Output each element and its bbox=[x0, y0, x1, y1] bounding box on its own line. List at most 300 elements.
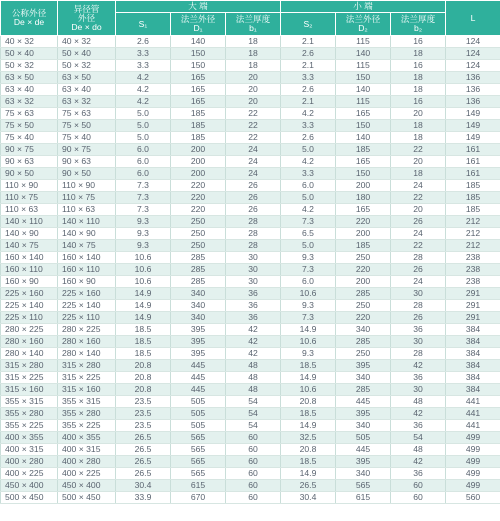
header-small-end: 小 端 bbox=[281, 1, 446, 13]
cell-s2: 2.1 bbox=[281, 60, 336, 72]
cell-d2: 340 bbox=[336, 372, 391, 384]
cell-reducer-diameter: 140 × 90 bbox=[58, 228, 116, 240]
table-row bbox=[1, 432, 500, 444]
cell-s2: 6.5 bbox=[281, 228, 336, 240]
table-row bbox=[1, 456, 500, 468]
cell-reducer-diameter: 50 × 32 bbox=[58, 60, 116, 72]
table-row bbox=[1, 156, 500, 168]
cell-nominal-diameter: 355 × 280 bbox=[1, 408, 58, 420]
cell-b2: 20 bbox=[391, 204, 446, 216]
cell-b1: 42 bbox=[226, 336, 281, 348]
cell-d1: 285 bbox=[171, 252, 226, 264]
cell-s2: 7.3 bbox=[281, 264, 336, 276]
cell-reducer-diameter: 75 × 63 bbox=[58, 108, 116, 120]
cell-reducer-diameter: 280 × 140 bbox=[58, 348, 116, 360]
cell-b1: 20 bbox=[226, 96, 281, 108]
cell-s2: 10.6 bbox=[281, 384, 336, 396]
cell-d1: 185 bbox=[171, 120, 226, 132]
cell-reducer-diameter: 50 × 40 bbox=[58, 48, 116, 60]
cell-d2: 395 bbox=[336, 408, 391, 420]
cell-d1: 340 bbox=[171, 312, 226, 324]
cell-d2: 150 bbox=[336, 72, 391, 84]
cell-s1: 23.5 bbox=[116, 408, 171, 420]
cell-reducer-diameter: 140 × 110 bbox=[58, 216, 116, 228]
cell-d2: 340 bbox=[336, 324, 391, 336]
cell-b1: 24 bbox=[226, 168, 281, 180]
cell-s2: 5.0 bbox=[281, 144, 336, 156]
cell-b2: 18 bbox=[391, 72, 446, 84]
cell-d2: 505 bbox=[336, 432, 391, 444]
cell-s1: 9.3 bbox=[116, 216, 171, 228]
table-row bbox=[1, 228, 500, 240]
cell-s1: 7.3 bbox=[116, 180, 171, 192]
table-header bbox=[1, 1, 500, 36]
cell-d2: 250 bbox=[336, 300, 391, 312]
cell-nominal-diameter: 50 × 40 bbox=[1, 48, 58, 60]
cell-b2: 18 bbox=[391, 120, 446, 132]
cell-b2: 36 bbox=[391, 324, 446, 336]
cell-d1: 340 bbox=[171, 288, 226, 300]
cell-b1: 54 bbox=[226, 396, 281, 408]
cell-length: 149 bbox=[446, 120, 500, 132]
cell-b1: 26 bbox=[226, 180, 281, 192]
cell-s1: 5.0 bbox=[116, 132, 171, 144]
cell-b2: 24 bbox=[391, 228, 446, 240]
table-row bbox=[1, 312, 500, 324]
cell-length: 185 bbox=[446, 204, 500, 216]
cell-s2: 3.3 bbox=[281, 72, 336, 84]
cell-reducer-diameter: 90 × 75 bbox=[58, 144, 116, 156]
cell-b1: 60 bbox=[226, 456, 281, 468]
cell-b1: 26 bbox=[226, 192, 281, 204]
cell-reducer-diameter: 400 × 355 bbox=[58, 432, 116, 444]
cell-s1: 9.3 bbox=[116, 228, 171, 240]
cell-nominal-diameter: 225 × 140 bbox=[1, 300, 58, 312]
cell-b1: 28 bbox=[226, 228, 281, 240]
header-nominal-diameter: 公称外径 De × de bbox=[1, 1, 58, 36]
cell-b2: 26 bbox=[391, 312, 446, 324]
cell-s1: 20.8 bbox=[116, 360, 171, 372]
table-row bbox=[1, 408, 500, 420]
cell-b2: 26 bbox=[391, 216, 446, 228]
cell-b2: 30 bbox=[391, 336, 446, 348]
cell-b2: 16 bbox=[391, 96, 446, 108]
cell-d1: 250 bbox=[171, 216, 226, 228]
cell-d2: 565 bbox=[336, 480, 391, 492]
table-row bbox=[1, 36, 500, 48]
table-row bbox=[1, 480, 500, 492]
cell-b2: 42 bbox=[391, 360, 446, 372]
cell-d1: 505 bbox=[171, 396, 226, 408]
cell-reducer-diameter: 500 × 450 bbox=[58, 492, 116, 504]
cell-d2: 140 bbox=[336, 84, 391, 96]
table-row bbox=[1, 276, 500, 288]
cell-b1: 60 bbox=[226, 480, 281, 492]
cell-s2: 2.6 bbox=[281, 48, 336, 60]
cell-b2: 26 bbox=[391, 264, 446, 276]
cell-s2: 10.6 bbox=[281, 288, 336, 300]
cell-s2: 5.0 bbox=[281, 240, 336, 252]
cell-reducer-diameter: 160 × 90 bbox=[58, 276, 116, 288]
cell-b2: 42 bbox=[391, 456, 446, 468]
cell-s2: 26.5 bbox=[281, 480, 336, 492]
cell-s2: 9.3 bbox=[281, 348, 336, 360]
cell-s2: 7.3 bbox=[281, 312, 336, 324]
header-reducer-diameter: 异径管 外径 De × do bbox=[58, 1, 116, 36]
cell-d1: 565 bbox=[171, 432, 226, 444]
cell-length: 441 bbox=[446, 396, 500, 408]
cell-b1: 48 bbox=[226, 384, 281, 396]
cell-b2: 18 bbox=[391, 84, 446, 96]
cell-d1: 165 bbox=[171, 72, 226, 84]
cell-length: 441 bbox=[446, 408, 500, 420]
table-row bbox=[1, 492, 500, 504]
cell-s2: 3.3 bbox=[281, 120, 336, 132]
cell-nominal-diameter: 90 × 50 bbox=[1, 168, 58, 180]
cell-b2: 60 bbox=[391, 480, 446, 492]
cell-length: 384 bbox=[446, 384, 500, 396]
cell-length: 212 bbox=[446, 240, 500, 252]
cell-d1: 185 bbox=[171, 108, 226, 120]
header-d2: 法兰外径 D₂ bbox=[336, 13, 391, 36]
cell-b2: 20 bbox=[391, 156, 446, 168]
cell-reducer-diameter: 160 × 140 bbox=[58, 252, 116, 264]
cell-s1: 10.6 bbox=[116, 264, 171, 276]
cell-d2: 615 bbox=[336, 492, 391, 504]
cell-s2: 7.3 bbox=[281, 216, 336, 228]
cell-d1: 285 bbox=[171, 264, 226, 276]
cell-d1: 445 bbox=[171, 360, 226, 372]
cell-reducer-diameter: 315 × 280 bbox=[58, 360, 116, 372]
cell-b1: 28 bbox=[226, 216, 281, 228]
cell-d2: 185 bbox=[336, 240, 391, 252]
table-row bbox=[1, 108, 500, 120]
cell-length: 185 bbox=[446, 192, 500, 204]
cell-nominal-diameter: 280 × 225 bbox=[1, 324, 58, 336]
cell-d2: 140 bbox=[336, 132, 391, 144]
header-d1: 法兰外径 D₁ bbox=[171, 13, 226, 36]
cell-s1: 2.6 bbox=[116, 36, 171, 48]
cell-d1: 220 bbox=[171, 192, 226, 204]
cell-b2: 48 bbox=[391, 396, 446, 408]
cell-b2: 16 bbox=[391, 60, 446, 72]
cell-s2: 3.3 bbox=[281, 168, 336, 180]
cell-d1: 615 bbox=[171, 480, 226, 492]
cell-nominal-diameter: 400 × 355 bbox=[1, 432, 58, 444]
cell-nominal-diameter: 110 × 90 bbox=[1, 180, 58, 192]
cell-s1: 6.0 bbox=[116, 144, 171, 156]
cell-s1: 30.4 bbox=[116, 480, 171, 492]
table-row bbox=[1, 72, 500, 84]
cell-nominal-diameter: 75 × 40 bbox=[1, 132, 58, 144]
cell-d1: 140 bbox=[171, 36, 226, 48]
cell-length: 499 bbox=[446, 432, 500, 444]
cell-s1: 6.0 bbox=[116, 156, 171, 168]
cell-reducer-diameter: 40 × 32 bbox=[58, 36, 116, 48]
cell-s2: 32.5 bbox=[281, 432, 336, 444]
table-row bbox=[1, 204, 500, 216]
cell-s2: 6.0 bbox=[281, 180, 336, 192]
cell-d2: 165 bbox=[336, 156, 391, 168]
cell-length: 384 bbox=[446, 372, 500, 384]
cell-nominal-diameter: 160 × 140 bbox=[1, 252, 58, 264]
table-row bbox=[1, 264, 500, 276]
cell-s2: 10.6 bbox=[281, 336, 336, 348]
cell-d1: 395 bbox=[171, 324, 226, 336]
cell-s1: 10.6 bbox=[116, 252, 171, 264]
cell-b1: 60 bbox=[226, 492, 281, 504]
cell-d1: 220 bbox=[171, 180, 226, 192]
cell-s1: 5.0 bbox=[116, 108, 171, 120]
cell-b2: 54 bbox=[391, 432, 446, 444]
table-row bbox=[1, 168, 500, 180]
table-row bbox=[1, 420, 500, 432]
cell-s2: 2.6 bbox=[281, 84, 336, 96]
cell-s2: 4.2 bbox=[281, 156, 336, 168]
cell-length: 291 bbox=[446, 312, 500, 324]
cell-s1: 14.9 bbox=[116, 288, 171, 300]
cell-b2: 22 bbox=[391, 240, 446, 252]
cell-d2: 445 bbox=[336, 444, 391, 456]
cell-nominal-diameter: 355 × 315 bbox=[1, 396, 58, 408]
cell-d1: 670 bbox=[171, 492, 226, 504]
header-s1: S₁ bbox=[116, 13, 171, 36]
cell-s1: 10.6 bbox=[116, 276, 171, 288]
cell-b1: 18 bbox=[226, 48, 281, 60]
cell-s1: 7.3 bbox=[116, 192, 171, 204]
cell-nominal-diameter: 225 × 160 bbox=[1, 288, 58, 300]
cell-nominal-diameter: 225 × 110 bbox=[1, 312, 58, 324]
cell-length: 499 bbox=[446, 480, 500, 492]
header-length: L bbox=[446, 1, 500, 36]
cell-nominal-diameter: 90 × 63 bbox=[1, 156, 58, 168]
cell-length: 161 bbox=[446, 144, 500, 156]
cell-b1: 30 bbox=[226, 276, 281, 288]
cell-s2: 4.2 bbox=[281, 108, 336, 120]
cell-s1: 20.8 bbox=[116, 372, 171, 384]
cell-nominal-diameter: 140 × 110 bbox=[1, 216, 58, 228]
cell-reducer-diameter: 110 × 90 bbox=[58, 180, 116, 192]
cell-b2: 36 bbox=[391, 468, 446, 480]
cell-d1: 565 bbox=[171, 456, 226, 468]
cell-s1: 18.5 bbox=[116, 336, 171, 348]
cell-b2: 28 bbox=[391, 252, 446, 264]
cell-d2: 220 bbox=[336, 264, 391, 276]
cell-d1: 565 bbox=[171, 444, 226, 456]
table-row bbox=[1, 300, 500, 312]
cell-b2: 18 bbox=[391, 168, 446, 180]
cell-b1: 60 bbox=[226, 432, 281, 444]
cell-b2: 18 bbox=[391, 48, 446, 60]
cell-b1: 60 bbox=[226, 468, 281, 480]
cell-b1: 20 bbox=[226, 84, 281, 96]
cell-s1: 26.5 bbox=[116, 468, 171, 480]
cell-reducer-diameter: 280 × 225 bbox=[58, 324, 116, 336]
cell-d1: 250 bbox=[171, 240, 226, 252]
cell-nominal-diameter: 400 × 225 bbox=[1, 468, 58, 480]
cell-d1: 565 bbox=[171, 468, 226, 480]
cell-reducer-diameter: 400 × 315 bbox=[58, 444, 116, 456]
cell-d2: 220 bbox=[336, 216, 391, 228]
cell-nominal-diameter: 110 × 75 bbox=[1, 192, 58, 204]
cell-b2: 30 bbox=[391, 288, 446, 300]
cell-s1: 5.0 bbox=[116, 120, 171, 132]
header-b1: 法兰厚度 b₁ bbox=[226, 13, 281, 36]
cell-length: 238 bbox=[446, 252, 500, 264]
cell-d2: 150 bbox=[336, 168, 391, 180]
cell-nominal-diameter: 75 × 63 bbox=[1, 108, 58, 120]
cell-d2: 285 bbox=[336, 288, 391, 300]
cell-s1: 3.3 bbox=[116, 48, 171, 60]
cell-d1: 165 bbox=[171, 96, 226, 108]
cell-d1: 285 bbox=[171, 276, 226, 288]
cell-d2: 165 bbox=[336, 204, 391, 216]
cell-nominal-diameter: 140 × 75 bbox=[1, 240, 58, 252]
cell-b1: 28 bbox=[226, 240, 281, 252]
cell-s1: 6.0 bbox=[116, 168, 171, 180]
cell-reducer-diameter: 63 × 40 bbox=[58, 84, 116, 96]
cell-s1: 18.5 bbox=[116, 324, 171, 336]
cell-b1: 18 bbox=[226, 36, 281, 48]
cell-s2: 18.5 bbox=[281, 456, 336, 468]
cell-d2: 180 bbox=[336, 192, 391, 204]
cell-length: 238 bbox=[446, 264, 500, 276]
cell-reducer-diameter: 75 × 40 bbox=[58, 132, 116, 144]
cell-b2: 28 bbox=[391, 300, 446, 312]
cell-nominal-diameter: 280 × 140 bbox=[1, 348, 58, 360]
cell-d1: 150 bbox=[171, 48, 226, 60]
cell-length: 136 bbox=[446, 84, 500, 96]
table-row bbox=[1, 60, 500, 72]
cell-d1: 200 bbox=[171, 144, 226, 156]
cell-b1: 48 bbox=[226, 360, 281, 372]
cell-s2: 9.3 bbox=[281, 252, 336, 264]
cell-b1: 30 bbox=[226, 264, 281, 276]
cell-b2: 22 bbox=[391, 192, 446, 204]
cell-reducer-diameter: 160 × 110 bbox=[58, 264, 116, 276]
cell-d1: 395 bbox=[171, 348, 226, 360]
cell-d1: 395 bbox=[171, 336, 226, 348]
cell-length: 384 bbox=[446, 336, 500, 348]
cell-nominal-diameter: 50 × 32 bbox=[1, 60, 58, 72]
cell-b2: 20 bbox=[391, 108, 446, 120]
cell-length: 124 bbox=[446, 48, 500, 60]
cell-d2: 285 bbox=[336, 336, 391, 348]
table-row bbox=[1, 444, 500, 456]
cell-nominal-diameter: 400 × 280 bbox=[1, 456, 58, 468]
table-row bbox=[1, 144, 500, 156]
cell-nominal-diameter: 140 × 90 bbox=[1, 228, 58, 240]
table-row bbox=[1, 324, 500, 336]
cell-reducer-diameter: 450 × 400 bbox=[58, 480, 116, 492]
table-row bbox=[1, 396, 500, 408]
cell-b1: 26 bbox=[226, 204, 281, 216]
cell-reducer-diameter: 110 × 75 bbox=[58, 192, 116, 204]
cell-length: 124 bbox=[446, 36, 500, 48]
cell-reducer-diameter: 90 × 50 bbox=[58, 168, 116, 180]
cell-d1: 505 bbox=[171, 408, 226, 420]
cell-b2: 24 bbox=[391, 180, 446, 192]
cell-d2: 395 bbox=[336, 360, 391, 372]
cell-nominal-diameter: 63 × 32 bbox=[1, 96, 58, 108]
cell-length: 212 bbox=[446, 228, 500, 240]
header-s2: S₂ bbox=[281, 13, 336, 36]
cell-s1: 4.2 bbox=[116, 96, 171, 108]
cell-s1: 20.8 bbox=[116, 384, 171, 396]
cell-length: 161 bbox=[446, 168, 500, 180]
cell-b2: 36 bbox=[391, 372, 446, 384]
cell-nominal-diameter: 280 × 160 bbox=[1, 336, 58, 348]
cell-b2: 28 bbox=[391, 348, 446, 360]
cell-reducer-diameter: 110 × 63 bbox=[58, 204, 116, 216]
cell-b1: 22 bbox=[226, 108, 281, 120]
cell-reducer-diameter: 315 × 225 bbox=[58, 372, 116, 384]
cell-length: 185 bbox=[446, 180, 500, 192]
cell-length: 384 bbox=[446, 324, 500, 336]
cell-length: 149 bbox=[446, 132, 500, 144]
cell-d1: 340 bbox=[171, 300, 226, 312]
cell-length: 136 bbox=[446, 96, 500, 108]
cell-d1: 505 bbox=[171, 420, 226, 432]
cell-d1: 165 bbox=[171, 84, 226, 96]
cell-d2: 115 bbox=[336, 60, 391, 72]
table-row bbox=[1, 84, 500, 96]
cell-d2: 220 bbox=[336, 312, 391, 324]
cell-d2: 200 bbox=[336, 228, 391, 240]
cell-b2: 16 bbox=[391, 36, 446, 48]
cell-length: 499 bbox=[446, 444, 500, 456]
cell-reducer-diameter: 225 × 160 bbox=[58, 288, 116, 300]
cell-s2: 2.1 bbox=[281, 36, 336, 48]
cell-b1: 24 bbox=[226, 156, 281, 168]
cell-d2: 395 bbox=[336, 456, 391, 468]
table-row bbox=[1, 216, 500, 228]
cell-length: 136 bbox=[446, 72, 500, 84]
cell-s1: 4.2 bbox=[116, 72, 171, 84]
cell-nominal-diameter: 450 × 400 bbox=[1, 480, 58, 492]
cell-reducer-diameter: 355 × 315 bbox=[58, 396, 116, 408]
cell-length: 291 bbox=[446, 288, 500, 300]
cell-b2: 18 bbox=[391, 132, 446, 144]
cell-d2: 150 bbox=[336, 120, 391, 132]
cell-b1: 42 bbox=[226, 348, 281, 360]
header-b2: 法兰厚度 b₂ bbox=[391, 13, 446, 36]
cell-s1: 14.9 bbox=[116, 312, 171, 324]
cell-b2: 24 bbox=[391, 276, 446, 288]
cell-d2: 340 bbox=[336, 420, 391, 432]
cell-d2: 115 bbox=[336, 36, 391, 48]
cell-reducer-diameter: 63 × 50 bbox=[58, 72, 116, 84]
cell-length: 212 bbox=[446, 216, 500, 228]
cell-s1: 26.5 bbox=[116, 432, 171, 444]
cell-b1: 60 bbox=[226, 444, 281, 456]
table-row bbox=[1, 288, 500, 300]
cell-b1: 54 bbox=[226, 420, 281, 432]
cell-s2: 18.5 bbox=[281, 408, 336, 420]
cell-s2: 18.5 bbox=[281, 360, 336, 372]
table-body bbox=[1, 36, 500, 504]
cell-nominal-diameter: 160 × 90 bbox=[1, 276, 58, 288]
cell-length: 560 bbox=[446, 492, 500, 504]
cell-s1: 23.5 bbox=[116, 420, 171, 432]
cell-d2: 200 bbox=[336, 276, 391, 288]
cell-length: 499 bbox=[446, 456, 500, 468]
cell-b1: 36 bbox=[226, 288, 281, 300]
cell-nominal-diameter: 315 × 225 bbox=[1, 372, 58, 384]
cell-d1: 200 bbox=[171, 156, 226, 168]
cell-s2: 14.9 bbox=[281, 324, 336, 336]
cell-s2: 2.1 bbox=[281, 96, 336, 108]
